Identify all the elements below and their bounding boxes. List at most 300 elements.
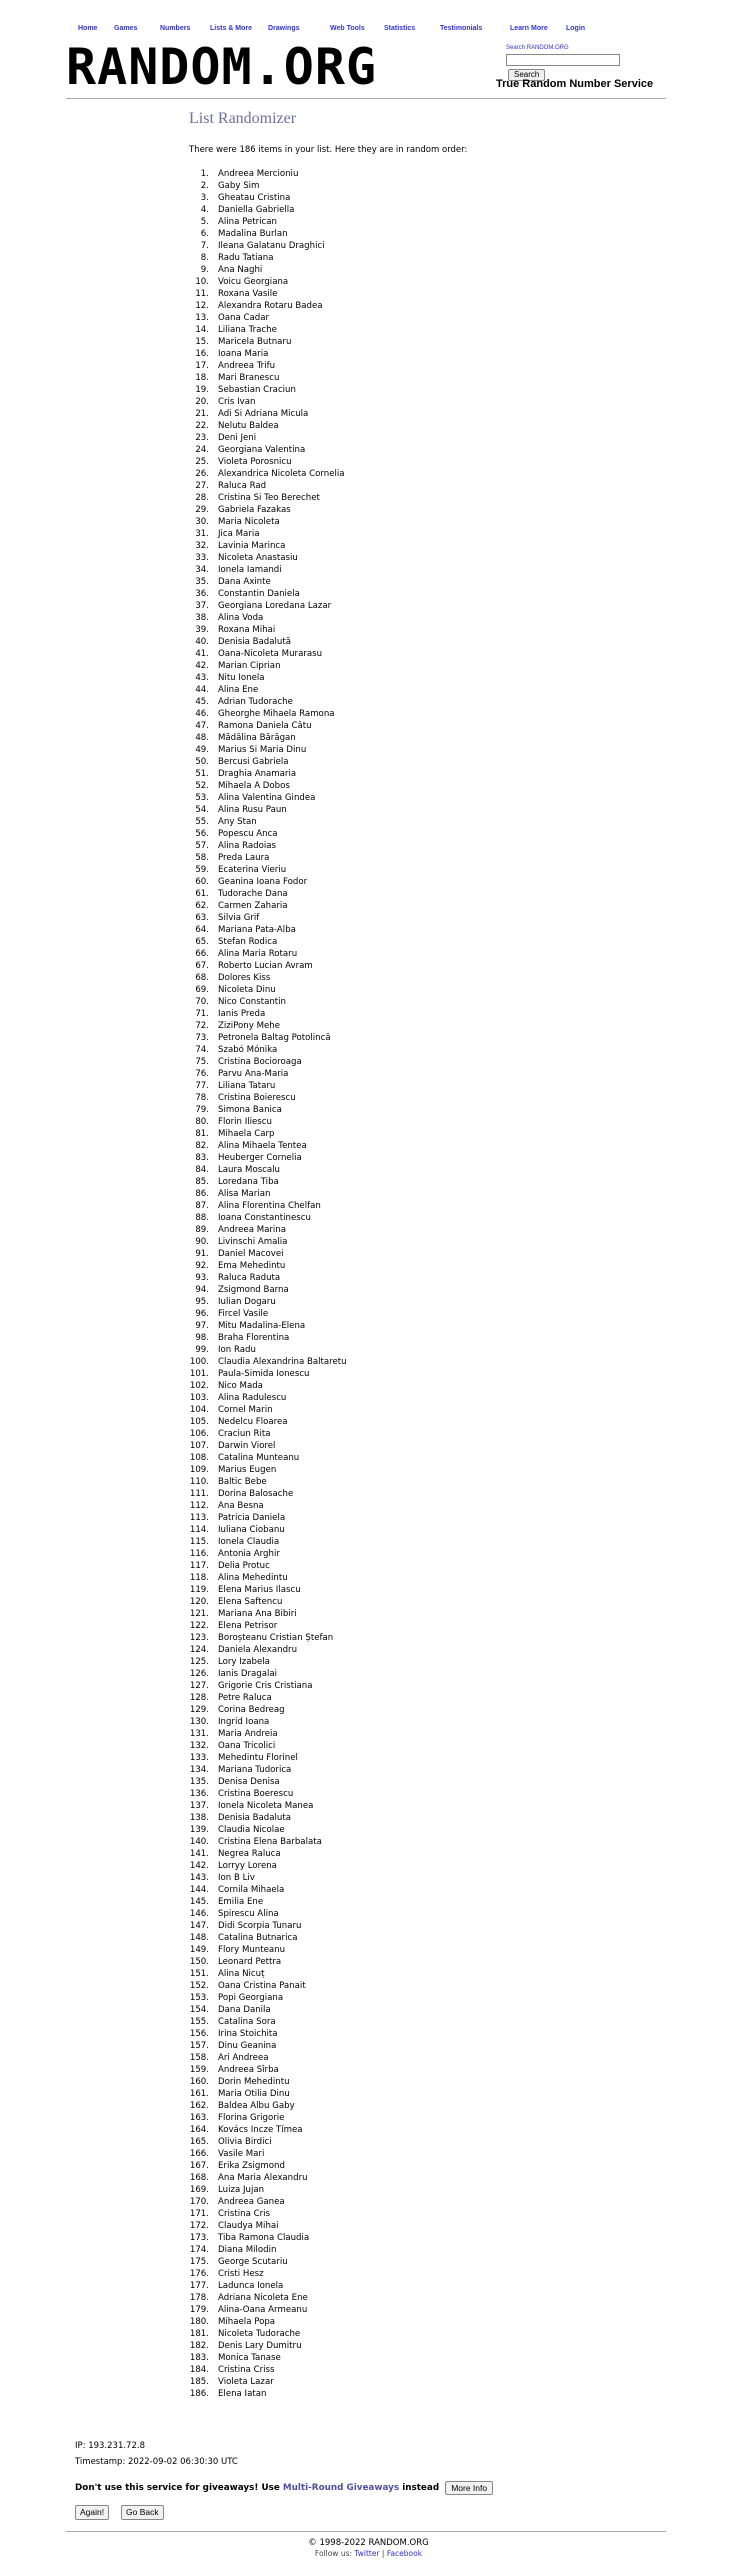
list-item-name: Alina Radoias xyxy=(218,841,276,851)
list-item-number: 179. xyxy=(189,2305,209,2315)
list-item-number: 34. xyxy=(195,565,209,575)
list-item-name: Craciun Rita xyxy=(218,1429,271,1439)
list-item-name: Ioana Maria xyxy=(218,349,269,359)
list-item-name: Spirescu Alina xyxy=(218,1909,279,1919)
list-item-name: Boroșteanu Cristian Ștefan xyxy=(218,1633,334,1643)
list-item-name: Nicoleta Anastasiu xyxy=(218,553,298,563)
list-item-name: Baldea Albu Gaby xyxy=(218,2101,295,2111)
list-item-name: Nitu Ionela xyxy=(218,673,265,683)
list-item-number: 41. xyxy=(195,649,209,659)
list-item-name: Parvu Ana-Maria xyxy=(218,1069,289,1079)
list-item-name: Ana Naghi xyxy=(218,265,263,275)
list-item-number: 68. xyxy=(195,973,209,983)
list-item-name: Nico Mada xyxy=(218,1381,263,1391)
list-item-number: 161. xyxy=(189,2089,209,2099)
list-item-number: 164. xyxy=(189,2125,209,2135)
list-item-name: Alisa Marian xyxy=(218,1189,271,1199)
list-item-number: 100. xyxy=(189,1357,209,1367)
list-item-number: 87. xyxy=(195,1201,209,1211)
list-item-name: Mariana Tudorica xyxy=(218,1765,292,1775)
list-item-number: 136. xyxy=(189,1789,209,1799)
list-item-number: 156. xyxy=(189,2029,209,2039)
multi-round-giveaways-link[interactable]: Multi-Round Giveaways xyxy=(282,2483,400,2493)
list-item-name: Raluca Raduta xyxy=(218,1273,281,1283)
list-item-number: 19. xyxy=(195,385,209,395)
list-item-number: 70. xyxy=(195,997,209,1007)
list-item-name: Fircel Vasile xyxy=(218,1309,269,1319)
list-item-number: 176. xyxy=(189,2269,209,2279)
list-item-number: 66. xyxy=(195,949,209,959)
list-item-number: 49. xyxy=(195,745,209,755)
list-item-name: Denisia Badaluta xyxy=(218,1813,291,1823)
list-item-name: Elena Saftencu xyxy=(218,1597,283,1607)
list-item-name: Claudia Nicolae xyxy=(218,1825,285,1835)
copyright: © 1998-2022 RANDOM.ORG xyxy=(308,2538,429,2548)
list-item-number: 145. xyxy=(189,1897,209,1907)
list-item-number: 124. xyxy=(189,1645,209,1655)
list-item-name: Oana Cadar xyxy=(218,313,269,323)
list-item-number: 105. xyxy=(189,1417,209,1427)
list-item-number: 163. xyxy=(189,2113,209,2123)
list-item-number: 10. xyxy=(195,277,209,287)
list-item-name: Cristina Bocioroaga xyxy=(218,1057,302,1067)
list-item-name: Elena Marius Ilascu xyxy=(218,1585,301,1595)
list-item-number: 80. xyxy=(195,1117,209,1127)
header-divider xyxy=(66,98,666,99)
list-item-number: 69. xyxy=(195,985,209,995)
list-item-number: 25. xyxy=(195,457,209,467)
list-item-number: 9. xyxy=(200,265,209,275)
list-item-name: Grigorie Cris Cristiana xyxy=(218,1681,313,1691)
list-item-number: 153. xyxy=(189,1993,209,2003)
list-item-name: Loredana Tiba xyxy=(218,1177,279,1187)
search-button[interactable]: Search xyxy=(508,69,545,81)
list-item-number: 95. xyxy=(195,1297,209,1307)
list-item-number: 151. xyxy=(189,1969,209,1979)
list-item-name: Georgiana Loredana Lazar xyxy=(218,601,332,611)
list-item-name: Mehedintu Florinel xyxy=(218,1753,298,1763)
list-item-number: 138. xyxy=(189,1813,209,1823)
list-item-name: Ana Besna xyxy=(218,1501,264,1511)
list-item-number: 58. xyxy=(195,853,209,863)
list-item-number: 159. xyxy=(189,2065,209,2075)
list-item-name: Ionela Nicoleta Manea xyxy=(218,1801,314,1811)
list-item-number: 85. xyxy=(195,1177,209,1187)
list-item-name: Catalina Sora xyxy=(218,2017,276,2027)
search-area xyxy=(506,45,676,79)
again-button[interactable]: Again! xyxy=(75,2505,109,2520)
list-item-name: Alina Voda xyxy=(218,613,264,623)
list-item-name: Catalina Butnarica xyxy=(218,1933,298,1943)
list-item-name: Vasile Mari xyxy=(218,2149,265,2159)
ip-address: IP: 193.231.72.8 xyxy=(75,2441,145,2451)
list-item-number: 52. xyxy=(195,781,209,791)
list-item-name: Petre Raluca xyxy=(218,1693,272,1703)
list-item-number: 60. xyxy=(195,877,209,887)
list-item-number: 147. xyxy=(189,1921,209,1931)
list-item-number: 20. xyxy=(195,397,209,407)
list-item-number: 97. xyxy=(195,1321,209,1331)
list-item-name: Gabriela Fazakas xyxy=(218,505,291,515)
list-item-number: 101. xyxy=(189,1369,209,1379)
list-item-name: Gheatau Cristina xyxy=(218,193,291,203)
list-item-name: Ionela Claudia xyxy=(218,1537,280,1547)
go-back-button[interactable]: Go Back xyxy=(121,2505,164,2520)
list-item-number: 94. xyxy=(195,1285,209,1295)
list-item-number: 35. xyxy=(195,577,209,587)
list-item-number: 51. xyxy=(195,769,209,779)
list-item-name: Denisia Badalută xyxy=(218,637,291,647)
list-item-name: Draghia Anamaria xyxy=(218,769,297,779)
list-item-name: Any Stan xyxy=(218,817,257,827)
list-item-number: 118. xyxy=(189,1573,209,1583)
list-item-name: Daniel Macovei xyxy=(218,1249,284,1259)
list-item-name: Monica Tanase xyxy=(218,2353,281,2363)
list-item-name: Negrea Raluca xyxy=(218,1849,281,1859)
list-item-number: 3. xyxy=(200,193,209,203)
list-item-number: 8. xyxy=(200,253,209,263)
list-item-name: Catalina Munteanu xyxy=(218,1453,300,1463)
list-item-number: 183. xyxy=(189,2353,209,2363)
list-item-name: Corina Bedreag xyxy=(218,1705,285,1715)
list-item-number: 178. xyxy=(189,2293,209,2303)
list-item-name: Raluca Rad xyxy=(218,481,267,491)
list-item-name: Andreea Sîrba xyxy=(218,2065,279,2075)
list-item-name: Cristi Hesz xyxy=(218,2269,264,2279)
list-item-number: 61. xyxy=(195,889,209,899)
nav-statistics[interactable]: Statistics xyxy=(384,25,416,32)
list-item-number: 29. xyxy=(195,505,209,515)
list-item-number: 73. xyxy=(195,1033,209,1043)
list-item-number: 39. xyxy=(195,625,209,635)
list-item-number: 141. xyxy=(189,1849,209,1859)
list-item-name: Mariana Pata-Alba xyxy=(218,925,296,935)
list-item-name: Popescu Anca xyxy=(218,829,278,839)
list-item-name: Dana Axinte xyxy=(218,577,271,587)
list-item-number: 67. xyxy=(195,961,209,971)
list-item-number: 126. xyxy=(189,1669,209,1679)
list-item-number: 148. xyxy=(189,1933,209,1943)
list-item-number: 88. xyxy=(195,1213,209,1223)
list-item-name: Gaby Sim xyxy=(218,181,260,191)
list-item-name: Mihaela A Dobos xyxy=(218,781,290,791)
list-item-name: Alina Ene xyxy=(218,685,259,695)
list-item-name: Cristina Boierescu xyxy=(218,1093,296,1103)
list-item-number: 110. xyxy=(189,1477,209,1487)
list-item-name: Andreea Ganea xyxy=(218,2197,285,2207)
list-item-number: 50. xyxy=(195,757,209,767)
result-intro: There were 186 items in your list. Here they are in random order: xyxy=(189,145,468,155)
list-item-number: 24. xyxy=(195,445,209,455)
list-item-number: 11. xyxy=(195,289,209,299)
site-logo[interactable]: RANDOM.ORG xyxy=(66,38,378,96)
list-item-name: Daniella Gabriella xyxy=(218,205,295,215)
list-item-number: 140. xyxy=(189,1837,209,1847)
list-item-name: Emilia Ene xyxy=(218,1897,264,1907)
list-item-name: Alexandra Rotaru Badea xyxy=(218,301,323,311)
nav-login[interactable]: Login xyxy=(566,25,586,32)
list-item-name: Sebastian Craciun xyxy=(218,385,296,395)
list-item-name: Maria Nicoleta xyxy=(218,517,280,527)
list-item-number: 76. xyxy=(195,1069,209,1079)
list-item-name: Alexandrica Nicoleta Cornelia xyxy=(218,469,345,479)
list-item-number: 103. xyxy=(189,1393,209,1403)
list-item-number: 166. xyxy=(189,2149,209,2159)
list-item-number: 152. xyxy=(189,1981,209,1991)
list-item-name: Adriana Nicoleta Ene xyxy=(218,2293,308,2303)
list-item-name: Nelutu Baldea xyxy=(218,421,279,431)
list-item-number: 31. xyxy=(195,529,209,539)
list-item-number: 96. xyxy=(195,1309,209,1319)
timestamp: Timestamp: 2022-09-02 06:30:30 UTC xyxy=(75,2457,238,2467)
list-item-name: Cristina Boerescu xyxy=(218,1789,294,1799)
list-item-number: 181. xyxy=(189,2329,209,2339)
list-item-name: Andreea Trifu xyxy=(218,361,276,371)
list-item-number: 89. xyxy=(195,1225,209,1235)
list-item-number: 56. xyxy=(195,829,209,839)
nav-web-tools[interactable]: Web Tools xyxy=(330,25,365,32)
list-item-number: 116. xyxy=(189,1549,209,1559)
list-item-name: Olivia Birdici xyxy=(218,2137,272,2147)
list-item-number: 47. xyxy=(195,721,209,731)
list-item-name: Delia Protuc xyxy=(218,1561,270,1571)
list-item-number: 146. xyxy=(189,1909,209,1919)
list-item-number: 128. xyxy=(189,1693,209,1703)
list-item-name: Florina Grigorie xyxy=(218,2113,285,2123)
list-item-number: 115. xyxy=(189,1537,209,1547)
twitter-link[interactable]: Twitter xyxy=(354,2549,380,2558)
list-item-name: Cris Ivan xyxy=(218,397,256,407)
list-item-name: Cornila Mihaela xyxy=(218,1885,285,1895)
list-item-name: Ioana Constantinescu xyxy=(218,1213,311,1223)
list-item-name: Mitu Madalina-Elena xyxy=(218,1321,306,1331)
giveaway-suffix: instead xyxy=(399,2483,440,2493)
list-item-name: Deni Jeni xyxy=(218,433,257,443)
list-item-number: 108. xyxy=(189,1453,209,1463)
nav-numbers[interactable]: Numbers xyxy=(160,25,191,32)
list-item-number: 113. xyxy=(189,1513,209,1523)
list-item-number: 27. xyxy=(195,481,209,491)
list-item-number: 65. xyxy=(195,937,209,947)
more-info-button[interactable]: More Info xyxy=(445,2481,493,2495)
list-item-name: Nicoleta Dinu xyxy=(218,985,276,995)
list-item-name: Elena Petrisor xyxy=(218,1621,278,1631)
top-navigation xyxy=(72,25,672,39)
list-item-number: 18. xyxy=(195,373,209,383)
search-input[interactable] xyxy=(506,54,620,66)
list-item-name: Florin Iliescu xyxy=(218,1117,272,1127)
list-item-number: 172. xyxy=(189,2221,209,2231)
list-item-name: Claudya Mihai xyxy=(218,2221,279,2231)
list-item-name: Ladunca Ionela xyxy=(218,2281,284,2291)
list-item-name: Petronela Baltag Potolincă xyxy=(218,1033,331,1043)
list-item-name: Ema Mehedintu xyxy=(218,1261,286,1271)
list-item-name: Ion Radu xyxy=(218,1345,256,1355)
list-item-name: Cristina Elena Barbalata xyxy=(218,1837,322,1847)
list-item-number: 48. xyxy=(195,733,209,743)
nav-lists-more[interactable]: Lists & More xyxy=(210,25,253,32)
list-item-name: Andreea Mercioniu xyxy=(218,169,299,179)
list-item-name: Mariana Ana Bibiri xyxy=(218,1609,297,1619)
list-item-number: 63. xyxy=(195,913,209,923)
list-item-number: 6. xyxy=(200,229,209,239)
list-item-name: Oana Tricolici xyxy=(218,1741,276,1751)
list-item-number: 79. xyxy=(195,1105,209,1115)
list-item-number: 107. xyxy=(189,1441,209,1451)
list-item-name: Mari Branescu xyxy=(218,373,280,383)
list-item-number: 150. xyxy=(189,1957,209,1967)
list-item-number: 173. xyxy=(189,2233,209,2243)
list-item-number: 142. xyxy=(189,1861,209,1871)
list-item-number: 186. xyxy=(189,2389,209,2399)
list-item-number: 13. xyxy=(195,313,209,323)
list-item-number: 111. xyxy=(189,1489,209,1499)
list-item-number: 30. xyxy=(195,517,209,527)
list-item-name: Bercusi Gabriela xyxy=(218,757,289,767)
list-item-number: 134. xyxy=(189,1765,209,1775)
list-item-number: 45. xyxy=(195,697,209,707)
list-item-name: Oana-Nicoleta Murarasu xyxy=(218,649,323,659)
list-item-name: Ecaterina Vieriu xyxy=(218,865,287,875)
list-item-name: Mihaela Popa xyxy=(218,2317,276,2327)
nav-games[interactable]: Games xyxy=(114,25,138,32)
list-item-name: Patricia Daniela xyxy=(218,1513,286,1523)
list-item-number: 21. xyxy=(195,409,209,419)
list-item-number: 131. xyxy=(189,1729,209,1739)
list-item-number: 16. xyxy=(195,349,209,359)
list-item-name: Simona Banica xyxy=(218,1105,282,1115)
nav-testimonials[interactable]: Testimonials xyxy=(440,25,483,32)
list-item-number: 175. xyxy=(189,2257,209,2267)
list-item-name: Oana Cristina Panait xyxy=(218,1981,306,1991)
list-item-name: Tudorache Dana xyxy=(218,889,288,899)
list-item-number: 7. xyxy=(200,241,209,251)
list-item-name: Claudia Alexandrina Baltaretu xyxy=(218,1357,347,1367)
list-item-number: 44. xyxy=(195,685,209,695)
follow-us: Follow us: Twitter | Facebook xyxy=(314,2549,423,2558)
search-label[interactable]: Search RANDOM.ORG xyxy=(506,45,569,51)
list-item-name: Laura Moscalu xyxy=(218,1165,281,1175)
list-item-name: Ionela Iamandi xyxy=(218,565,282,575)
list-item-name: Jica Maria xyxy=(218,529,260,539)
list-item-number: 102. xyxy=(189,1381,209,1391)
list-item-number: 40. xyxy=(195,637,209,647)
list-item-name: Szabó Mónika xyxy=(218,1045,278,1055)
list-item-name: Popi Georgiana xyxy=(218,1993,284,2003)
list-item-name: Constantin Daniela xyxy=(218,589,300,599)
list-item-number: 77. xyxy=(195,1081,209,1091)
footer-divider xyxy=(66,2531,666,2532)
list-item-name: Adi Si Adriana Micula xyxy=(218,409,309,419)
list-item-number: 93. xyxy=(195,1273,209,1283)
list-item-name: Voicu Georgiana xyxy=(218,277,289,287)
list-item-number: 160. xyxy=(189,2077,209,2087)
list-item-number: 82. xyxy=(195,1141,209,1151)
list-item-name: Georgiana Valentina xyxy=(218,445,306,455)
list-item-name: Carmen Zaharia xyxy=(218,901,288,911)
list-item-name: Braha Florentina xyxy=(218,1333,290,1343)
list-item-name: Violeta Lazar xyxy=(218,2377,274,2387)
list-item-name: Elena Iatan xyxy=(218,2389,267,2399)
list-item-number: 157. xyxy=(189,2041,209,2051)
list-item-number: 170. xyxy=(189,2197,209,2207)
list-item-number: 143. xyxy=(189,1873,209,1883)
list-item-number: 17. xyxy=(195,361,209,371)
list-item-number: 162. xyxy=(189,2101,209,2111)
list-item-name: Preda Laura xyxy=(218,853,270,863)
list-item-number: 5. xyxy=(200,217,209,227)
list-item-number: 155. xyxy=(189,2017,209,2027)
list-item-number: 57. xyxy=(195,841,209,851)
giveaway-prefix: Don't use this service for giveaways! Use xyxy=(75,2483,283,2493)
list-item-number: 84. xyxy=(195,1165,209,1175)
list-item-name: Lory Izabela xyxy=(218,1657,270,1667)
list-item-number: 177. xyxy=(189,2281,209,2291)
list-item-name: Roxana Mihai xyxy=(218,625,276,635)
list-item-name: Diana Milodin xyxy=(218,2245,277,2255)
list-item-name: Flory Munteanu xyxy=(218,1945,286,1955)
list-item-name: Livinschi Amalia xyxy=(218,1237,288,1247)
list-item-number: 72. xyxy=(195,1021,209,1031)
list-item-name: Baltic Bebe xyxy=(218,1477,267,1487)
list-item-name: Antonia Arghir xyxy=(218,1549,280,1559)
list-item-number: 2. xyxy=(200,181,209,191)
list-item-number: 74. xyxy=(195,1045,209,1055)
list-item-number: 62. xyxy=(195,901,209,911)
list-item-number: 64. xyxy=(195,925,209,935)
list-item-number: 36. xyxy=(195,589,209,599)
list-item-number: 167. xyxy=(189,2161,209,2171)
list-item-name: Alina Petrican xyxy=(218,217,277,227)
list-item-name: Alina-Oana Armeanu xyxy=(218,2305,308,2315)
list-item-name: Nicoleta Tudorache xyxy=(218,2329,301,2339)
site-tagline: True Random Number Service xyxy=(496,78,654,90)
list-item-name: Irina Stoichita xyxy=(218,2029,278,2039)
list-item-name: Luiza Jujan xyxy=(218,2185,265,2195)
list-item-name: Cristina Cris xyxy=(218,2209,270,2219)
list-item-number: 149. xyxy=(189,1945,209,1955)
list-item-name: Maricela Butnaru xyxy=(218,337,292,347)
list-item-number: 125. xyxy=(189,1657,209,1667)
list-item-number: 182. xyxy=(189,2341,209,2351)
list-item-number: 123. xyxy=(189,1633,209,1643)
list-item-number: 22. xyxy=(195,421,209,431)
list-item-name: Lavinia Marinca xyxy=(218,541,286,551)
list-item-number: 28. xyxy=(195,493,209,503)
list-item-name: Leonard Pettra xyxy=(218,1957,282,1967)
list-item-number: 90. xyxy=(195,1237,209,1247)
list-item-number: 15. xyxy=(195,337,209,347)
list-item-name: Alina Valentina Gindea xyxy=(218,793,316,803)
nav-learn-more[interactable]: Learn More xyxy=(510,25,548,32)
list-item-name: Marian Ciprian xyxy=(218,661,281,671)
list-item-number: 121. xyxy=(189,1609,209,1619)
list-item-name: Darwin Viorel xyxy=(218,1441,276,1451)
list-item-name: Cristina Si Teo Berechet xyxy=(218,493,320,503)
list-item-name: Erika Zsigmond xyxy=(218,2161,285,2171)
list-item-number: 154. xyxy=(189,2005,209,2015)
facebook-link[interactable]: Facebook xyxy=(386,2549,423,2558)
list-item-name: Zsigmond Barna xyxy=(218,1285,289,1295)
giveaway-notice xyxy=(75,2480,493,2496)
list-item-number: 91. xyxy=(195,1249,209,1259)
list-item-number: 46. xyxy=(195,709,209,719)
list-item-name: Alina Nicuț xyxy=(218,1969,265,1979)
nav-home[interactable]: Home xyxy=(78,25,98,32)
list-item-number: 43. xyxy=(195,673,209,683)
nav-drawings[interactable]: Drawings xyxy=(268,25,300,32)
list-item-number: 158. xyxy=(189,2053,209,2063)
